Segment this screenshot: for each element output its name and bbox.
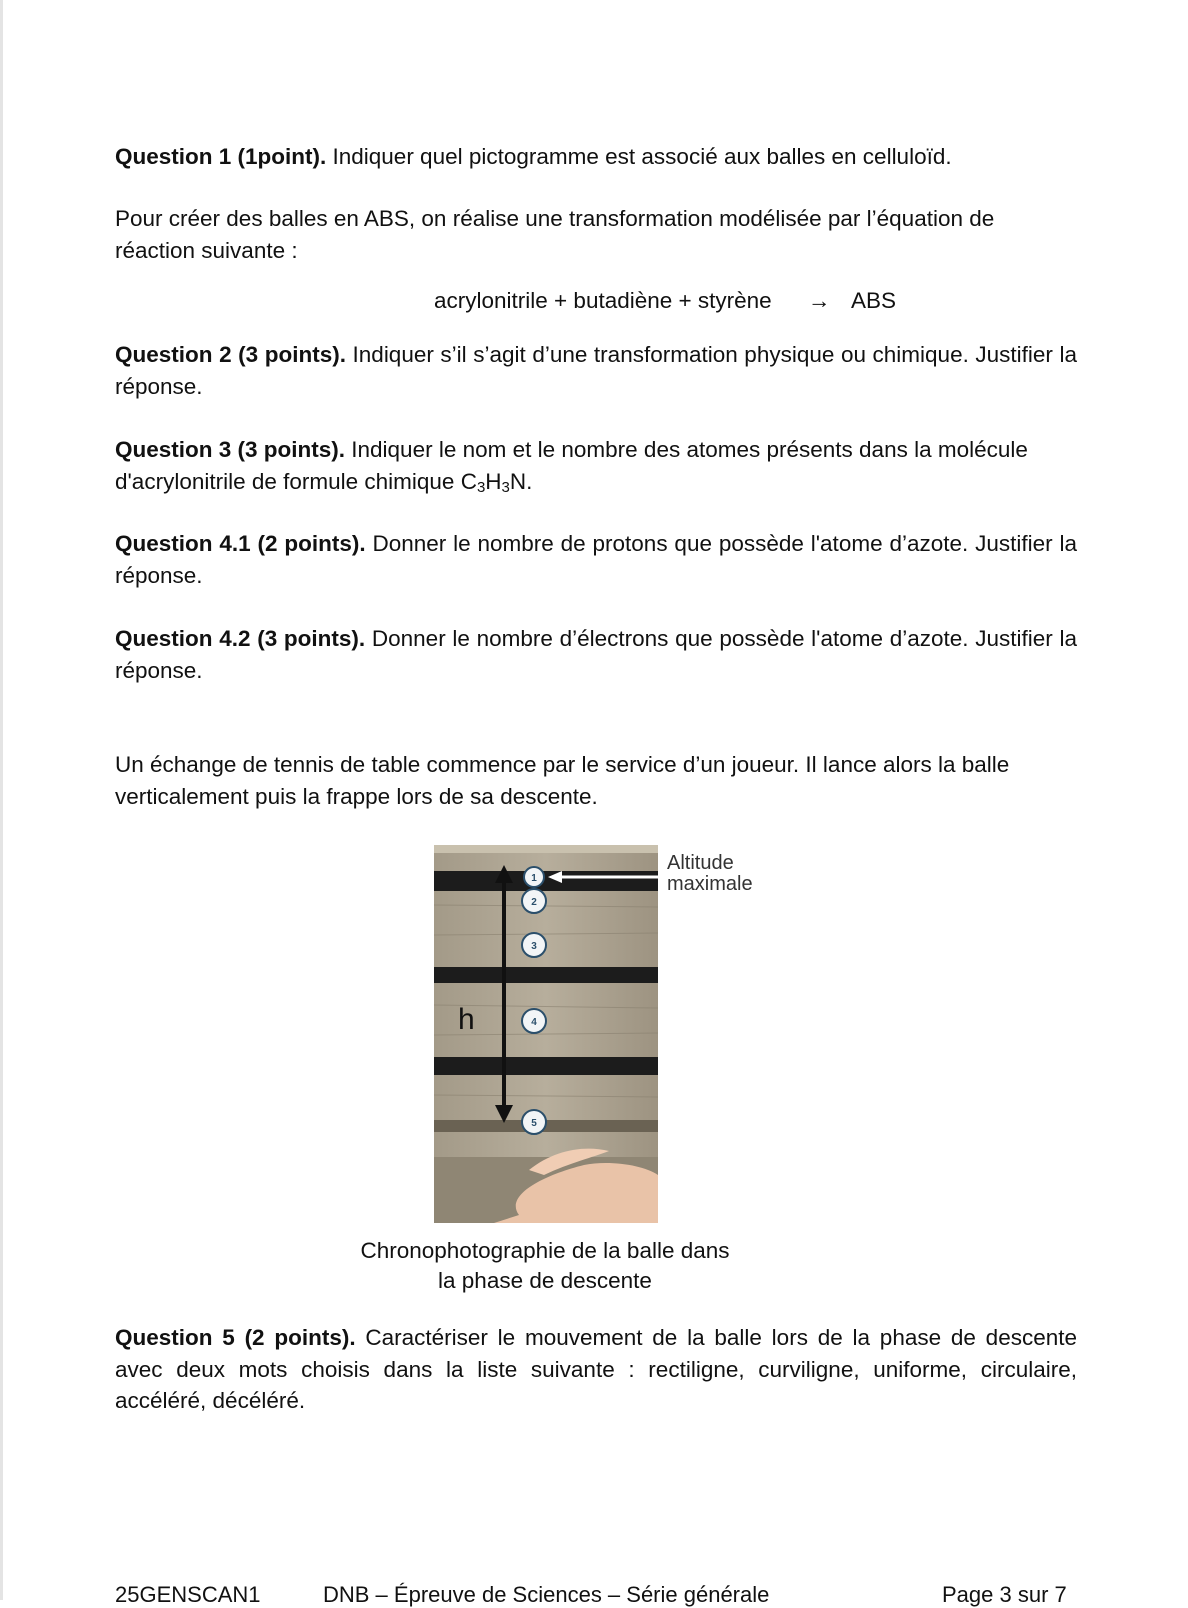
question-4-2-text: Donner le nombre d’électrons que possède l'atome d’azote. Justifier la réponse. [115,626,1077,683]
footer-title: DNB – Épreuve de Sciences – Série générale [323,1582,770,1607]
chronophotography-drawing [434,845,658,1223]
question-4-2 [115,623,1077,686]
question-3-label: Question 3 (3 points). [115,437,346,462]
tennis-intro-paragraph: Un échange de tennis de table commence par le service d’un joueur. Il lance alors la balle verticalement puis la frappe lors de sa descente. [115,752,1010,809]
question-3-end: . [526,468,533,494]
figure-caption [300,1236,790,1296]
question-3 [115,434,1077,503]
page-edge [0,0,3,1600]
ball-3 [522,933,546,957]
question-5 [115,1322,1077,1417]
ball-2-number: 2 [531,897,537,908]
question-3-text: Indiquer le nom et le nombre des atomes présents dans la molécule d'acrylonitrile de formule chimique [115,437,1028,494]
caption-line-1: Chronophotographie de la balle dans [360,1238,730,1263]
wood-plank-top [434,845,658,853]
question-1-text: Indiquer quel pictogramme est associé aux balles en celluloïd. [326,144,952,169]
question-4-1-text: Donner le nombre de protons que possède l'atome d’azote. Justifier la réponse. [115,531,1077,588]
ball-5 [522,1110,546,1134]
footer-page: Page 3 sur 7 [942,1582,1067,1607]
question-1 [115,141,1077,173]
ball-3-number: 3 [531,941,537,952]
question-4-2-label: Question 4.2 (3 points). [115,626,366,651]
question-1-label: Question 1 (1point). [115,144,327,169]
abs-intro-paragraph: Pour créer des balles en ABS, on réalise une transformation modélisée par l’équation de réaction suivante : [115,206,995,263]
ball-5-number: 5 [531,1118,537,1129]
ball-1-number: 1 [531,873,537,884]
ball-2 [522,889,546,913]
question-2 [115,339,1077,402]
question-2-text: Indiquer s’il s’agit d’une transformation physique ou chimique. Justifier la réponse. [115,342,1077,399]
footer-code: 25GENSCAN1 [115,1582,261,1607]
altitude-maximale-label [667,853,753,895]
equation-product: ABS [851,288,897,313]
ball-4-number: 4 [531,1017,537,1028]
height-label: h [458,1003,475,1036]
question-5-text: Caractériser le mouvement de la balle lors de la phase de descente avec deux mots choisis dans la liste suivante : rectiligne, curviligne, uniforme, circulaire, accéléré, décéléré. [115,1325,1077,1413]
question-4-1 [115,528,1077,591]
gap-stripe-1 [434,871,658,891]
gap-stripe-3 [434,1057,658,1075]
question-2-label: Question 2 (3 points). [115,342,346,367]
ball-1 [524,867,544,887]
equation-arrow: → [808,288,831,313]
gap-stripe-2 [434,967,658,983]
question-5-label: Question 5 (2 points). [115,1325,356,1350]
altitude-label-line-1: Altitude [667,852,734,874]
question-4-1-label: Question 4.1 (2 points). [115,531,366,556]
chronophotography-image [434,845,658,1223]
altitude-label-line-2: maximale [667,873,753,895]
acrylonitrile-formula: C3H3N [460,468,527,496]
ball-4 [522,1009,546,1033]
equation-reactants: acrylonitrile + butadiène + styrène [434,288,772,313]
caption-line-2: la phase de descente [438,1268,652,1293]
